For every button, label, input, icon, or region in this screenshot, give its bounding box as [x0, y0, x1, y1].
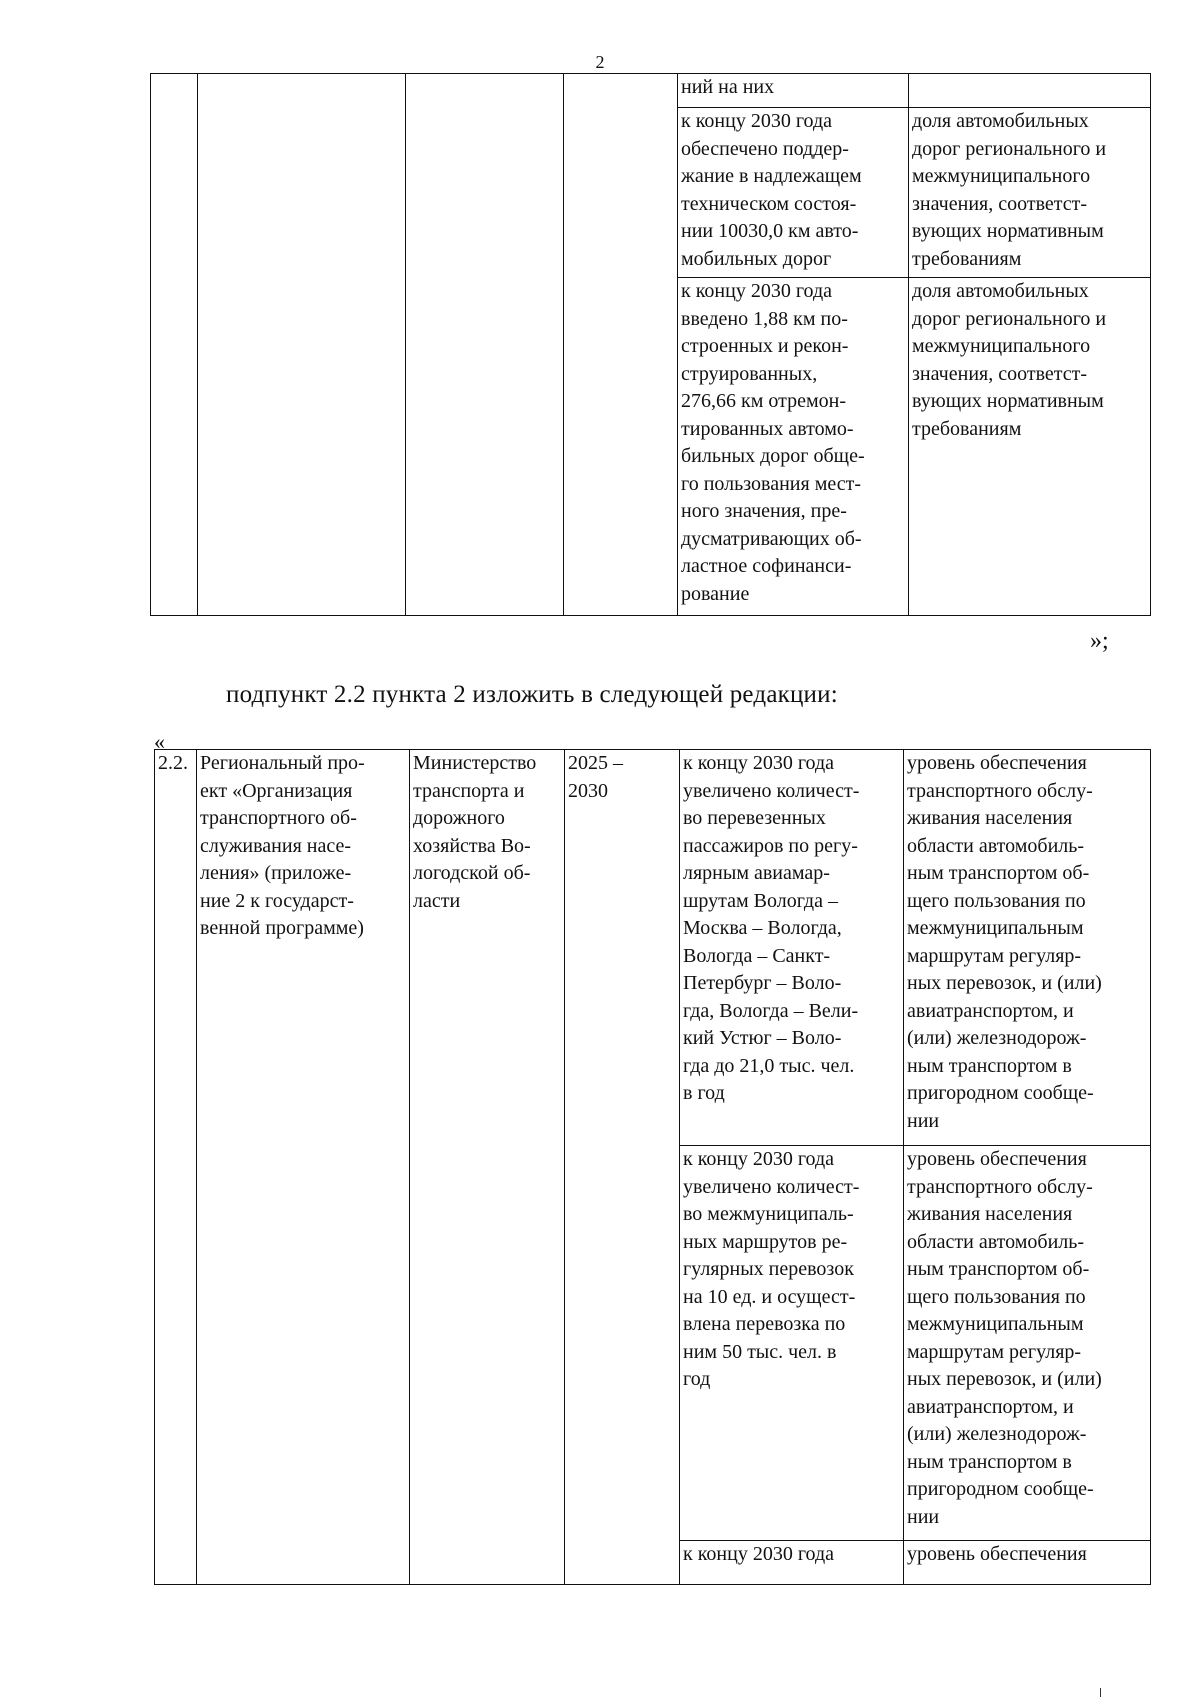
goal-cell: ний на них [678, 74, 909, 108]
scan-mark [1100, 1688, 1101, 1697]
period-cell: 2025 – 2030 [565, 750, 680, 1585]
executor-cell: Министерство транспорта и дорожного хозяйства Во- логодской об- ласти [410, 750, 565, 1585]
executor-cell [406, 74, 564, 616]
indicator-cell: уровень обеспечения [904, 1541, 1151, 1585]
instruction-text: подпункт 2.2 пункта 2 изложить в следующей редакции: [226, 681, 838, 708]
goal-cell: к концу 2030 года увеличено количест- во перевезенных пассажиров по регу- лярным авиамар- шрутам Вологда – Москва – Вологда, Вологда – Санкт- Петербург – Воло- гда, Вологда – Вели- кий Устюг – Воло- гда до 21,0 тыс. чел. в год [680, 750, 904, 1146]
goal-cell: к концу 2030 года увеличено количест- во межмуниципаль- ных маршрутов ре- гулярных перевозок на 10 ед. и осущест- влена перевозка по ним 50 тыс. чел. в год [680, 1146, 904, 1541]
indicator-cell: доля автомобильных дорог регионального и межмуниципального значения, соответст- вующих нормативным требованиям [909, 108, 1151, 278]
indicator-cell: уровень обеспечения транспортного обслу- живания населения области автомобиль- ным транспортом об- щего пользования по межмуниципальным маршрутам регуляр- ных перевозок, и (или) авиатранспортом, и (или) железнодорож- ным транспортом в пригородном сообще- нии [904, 750, 1151, 1146]
number-cell [151, 74, 198, 616]
goal-cell: к концу 2030 года [680, 1541, 904, 1585]
opening-quote: « [154, 729, 165, 754]
goal-cell: к концу 2030 года введено 1,88 км по- строенных и рекон- струированных, 276,66 км отремон- тированных автомо- бильных дорог обще- го пользования мест- ного значения, пре- дусматривающих об- ластное софинанси- рование [678, 278, 909, 616]
project-cell [198, 74, 406, 616]
project-table [154, 749, 1151, 1585]
period-cell [564, 74, 678, 616]
closing-quote: »; [1090, 628, 1109, 654]
project-cell: Региональный про- ект «Организация транспортного об- служивания насе- ления» (приложе- ние 2 к государст- венной программе) [197, 750, 410, 1585]
indicator-cell: уровень обеспечения транспортного обслу- живания населения области автомобиль- ным транспортом об- щего пользования по межмуниципальным маршрутам регуляр- ных перевозок, и (или) авиатранспортом, и (или) железнодорож- ным транспортом в пригородном сообще- нии [904, 1146, 1151, 1541]
number-cell: 2.2. [155, 750, 197, 1585]
continued-table [150, 73, 1151, 616]
indicator-cell: доля автомобильных дорог регионального и межмуниципального значения, соответст- вующих нормативным требованиям [909, 278, 1151, 616]
page-number: 2 [595, 52, 605, 72]
indicator-cell [909, 74, 1151, 108]
goal-cell: к концу 2030 года обеспечено поддер- жание в надлежащем техническом состоя- нии 10030,0 км авто- мобильных дорог [678, 108, 909, 278]
